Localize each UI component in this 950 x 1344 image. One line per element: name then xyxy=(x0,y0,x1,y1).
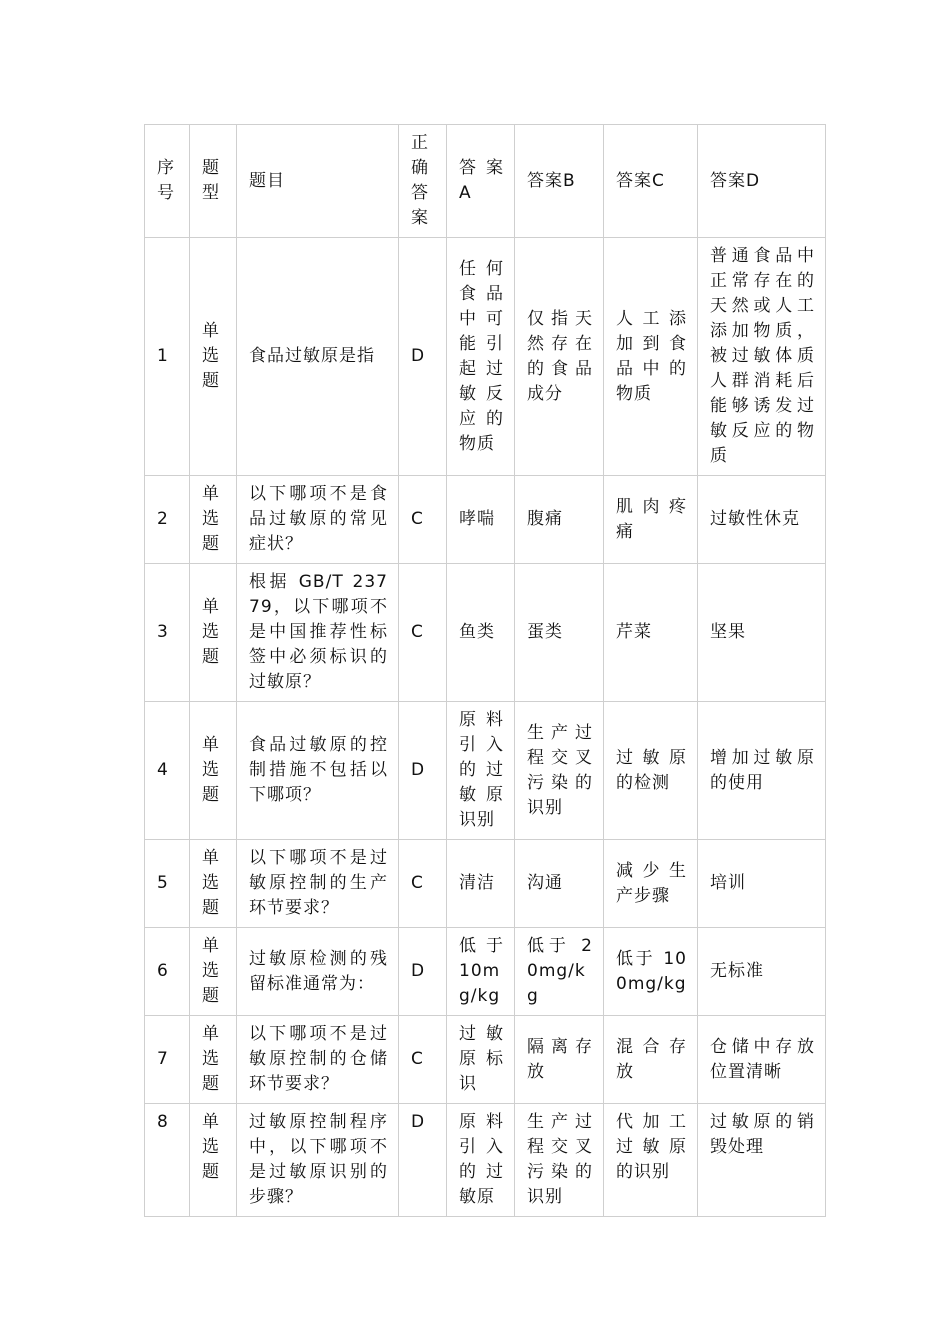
question-type-cell: 单选题 xyxy=(190,840,237,928)
row-number-cell: 4 xyxy=(145,702,190,840)
option-b-cell: 隔离存放 xyxy=(515,1016,604,1104)
option-b-cell: 沟通 xyxy=(515,840,604,928)
header-cell: 正确答案 xyxy=(399,125,447,238)
option-d-cell: 过敏性休克 xyxy=(698,476,826,564)
option-d-cell: 增加过敏原的使用 xyxy=(698,702,826,840)
correct-answer-cell: C xyxy=(399,564,447,702)
option-c-cell: 芹菜 xyxy=(604,564,698,702)
option-d-cell: 无标准 xyxy=(698,928,826,1016)
option-a-cell: 原料引入的过敏原 xyxy=(447,1104,515,1217)
option-b-cell: 仅指天然存在的食品成分 xyxy=(515,238,604,476)
correct-answer-cell: D xyxy=(399,238,447,476)
table-row xyxy=(145,238,826,476)
question-type-cell: 单选题 xyxy=(190,928,237,1016)
question-cell: 以下哪项不是过敏原控制的生产环节要求？ xyxy=(237,840,399,928)
question-type-cell: 单选题 xyxy=(190,1016,237,1104)
option-b-cell: 低于 20mg/kg xyxy=(515,928,604,1016)
option-a-cell: 清洁 xyxy=(447,840,515,928)
question-cell: 过敏原检测的残留标准通常为： xyxy=(237,928,399,1016)
option-b-cell: 生产过程交叉污染的识别 xyxy=(515,702,604,840)
correct-answer-cell: D xyxy=(399,1104,447,1217)
question-cell: 以下哪项不是食品过敏原的常见症状？ xyxy=(237,476,399,564)
row-number-cell: 1 xyxy=(145,238,190,476)
option-b-cell: 蛋类 xyxy=(515,564,604,702)
option-d-cell: 仓储中存放位置清晰 xyxy=(698,1016,826,1104)
row-number-cell: 5 xyxy=(145,840,190,928)
correct-answer-cell: C xyxy=(399,1016,447,1104)
header-cell: 答案A xyxy=(447,125,515,238)
quiz-table xyxy=(144,124,826,1217)
option-d-cell: 坚果 xyxy=(698,564,826,702)
question-cell: 根据 GB/T 23779，以下哪项不是中国推荐性标签中必须标识的过敏原？ xyxy=(237,564,399,702)
question-cell: 过敏原控制程序中，以下哪项不是过敏原识别的步骤？ xyxy=(237,1104,399,1217)
table-row xyxy=(145,1104,826,1217)
option-b-cell: 腹痛 xyxy=(515,476,604,564)
option-c-cell: 过敏原的检测 xyxy=(604,702,698,840)
option-c-cell: 混合存放 xyxy=(604,1016,698,1104)
header-cell: 题型 xyxy=(190,125,237,238)
option-c-cell: 人工添加到食品中的物质 xyxy=(604,238,698,476)
option-d-cell: 培训 xyxy=(698,840,826,928)
question-cell: 食品过敏原的控制措施不包括以下哪项？ xyxy=(237,702,399,840)
table-row xyxy=(145,840,826,928)
table-row xyxy=(145,928,826,1016)
header-cell: 题目 xyxy=(237,125,399,238)
option-a-cell: 任何食品中可能引起过敏反应的物质 xyxy=(447,238,515,476)
row-number-cell: 6 xyxy=(145,928,190,1016)
table-header-row xyxy=(145,125,826,238)
table-row xyxy=(145,564,826,702)
option-c-cell: 低于 100mg/kg xyxy=(604,928,698,1016)
question-type-cell: 单选题 xyxy=(190,702,237,840)
table-row xyxy=(145,702,826,840)
option-a-cell: 低于 10mg/kg xyxy=(447,928,515,1016)
row-number-cell: 8 xyxy=(145,1104,190,1217)
correct-answer-cell: D xyxy=(399,928,447,1016)
correct-answer-cell: D xyxy=(399,702,447,840)
table-row xyxy=(145,476,826,564)
question-type-cell: 单选题 xyxy=(190,476,237,564)
option-c-cell: 肌肉疼痛 xyxy=(604,476,698,564)
row-number-cell: 3 xyxy=(145,564,190,702)
option-c-cell: 代加工过敏原的识别 xyxy=(604,1104,698,1217)
header-cell: 答案D xyxy=(698,125,826,238)
table-row xyxy=(145,1016,826,1104)
correct-answer-cell: C xyxy=(399,840,447,928)
option-a-cell: 哮喘 xyxy=(447,476,515,564)
question-type-cell: 单选题 xyxy=(190,238,237,476)
header-cell: 答案B xyxy=(515,125,604,238)
option-a-cell: 原料引入的过敏原识别 xyxy=(447,702,515,840)
question-cell: 以下哪项不是过敏原控制的仓储环节要求？ xyxy=(237,1016,399,1104)
question-cell: 食品过敏原是指 xyxy=(237,238,399,476)
option-d-cell: 过敏原的销毁处理 xyxy=(698,1104,826,1217)
correct-answer-cell: C xyxy=(399,476,447,564)
option-a-cell: 过敏原标识 xyxy=(447,1016,515,1104)
option-b-cell: 生产过程交叉污染的识别 xyxy=(515,1104,604,1217)
header-cell: 序号 xyxy=(145,125,190,238)
header-cell: 答案C xyxy=(604,125,698,238)
question-type-cell: 单选题 xyxy=(190,564,237,702)
row-number-cell: 2 xyxy=(145,476,190,564)
option-c-cell: 减少生产步骤 xyxy=(604,840,698,928)
question-type-cell: 单选题 xyxy=(190,1104,237,1217)
option-a-cell: 鱼类 xyxy=(447,564,515,702)
row-number-cell: 7 xyxy=(145,1016,190,1104)
option-d-cell: 普通食品中正常存在的天然或人工添加物质，被过敏体质人群消耗后能够诱发过敏反应的物质 xyxy=(698,238,826,476)
